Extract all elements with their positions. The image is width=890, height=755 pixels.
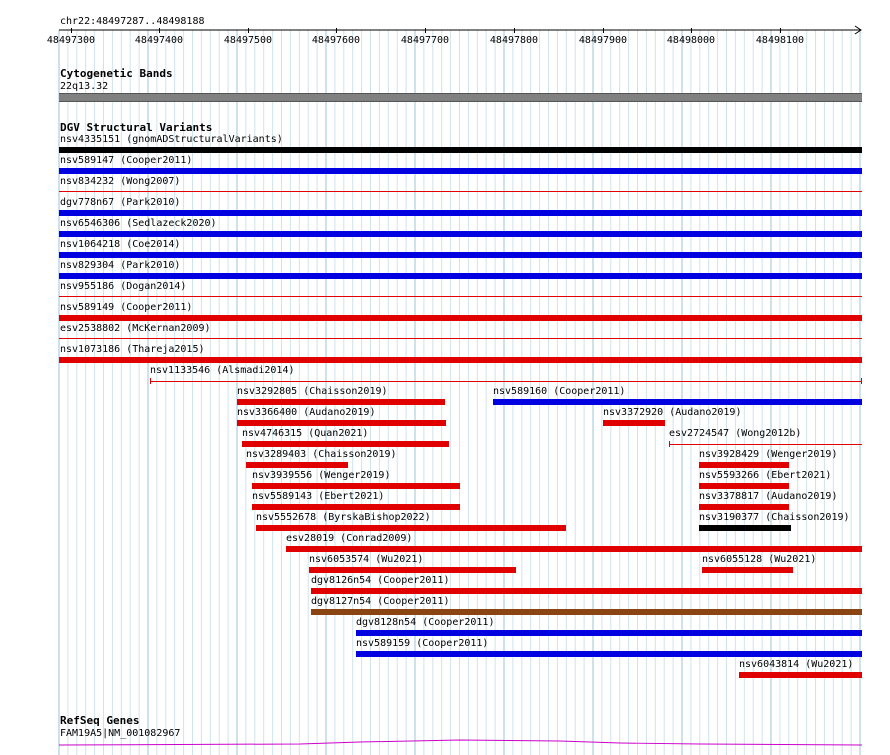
dgv-feature-bar[interactable] bbox=[59, 210, 862, 216]
dgv-feature-bar[interactable] bbox=[739, 672, 862, 678]
dgv-feature-bar[interactable] bbox=[59, 147, 862, 153]
dgv-feature-bar[interactable] bbox=[311, 588, 862, 594]
dgv-feature-bar[interactable] bbox=[699, 483, 789, 489]
ruler-tick-label: 48497400 bbox=[134, 35, 184, 46]
dgv-feature-bar[interactable] bbox=[702, 567, 793, 573]
refseq-gene-label[interactable]: FAM19A5|NM_001082967 bbox=[60, 728, 181, 739]
ruler-tick-label: 48497600 bbox=[311, 35, 361, 46]
dgv-feature-label[interactable]: dgv8127n54 (Cooper2011) bbox=[311, 596, 450, 607]
dgv-feature-bar[interactable] bbox=[242, 441, 449, 447]
dgv-feature-label[interactable]: nsv829304 (Park2010) bbox=[60, 260, 181, 271]
refseq-track-title: RefSeq Genes bbox=[60, 714, 140, 727]
dgv-feature-label[interactable]: nsv6055128 (Wu2021) bbox=[702, 554, 817, 565]
cytoband-bar[interactable] bbox=[59, 93, 862, 102]
dgv-feature-label[interactable]: nsv955186 (Dogan2014) bbox=[60, 281, 187, 292]
dgv-feature-bar[interactable] bbox=[237, 420, 446, 426]
ruler-tick-mark bbox=[71, 28, 72, 33]
dgv-feature-label[interactable]: esv2724547 (Wong2012b) bbox=[669, 428, 802, 439]
ruler-tick-mark bbox=[336, 28, 337, 33]
dgv-feature-bar[interactable] bbox=[356, 630, 862, 636]
dgv-feature-label[interactable]: nsv5589143 (Ebert2021) bbox=[252, 491, 385, 502]
dgv-feature-label[interactable]: nsv4746315 (Quan2021) bbox=[242, 428, 369, 439]
ruler-tick-mark bbox=[159, 28, 160, 33]
dgv-feature-bar[interactable] bbox=[59, 252, 862, 258]
dgv-track-title: DGV Structural Variants bbox=[60, 121, 213, 134]
ruler-tick-label: 48497700 bbox=[400, 35, 450, 46]
dgv-feature-label[interactable]: nsv3366400 (Audano2019) bbox=[237, 407, 376, 418]
dgv-feature-bar[interactable] bbox=[59, 231, 862, 237]
dgv-feature-label[interactable]: nsv589160 (Cooper2011) bbox=[493, 386, 626, 397]
dgv-feature-label[interactable]: nsv4335151 (gnomADStructuralVariants) bbox=[60, 134, 283, 145]
dgv-feature-bar[interactable] bbox=[59, 273, 862, 279]
ruler-tick-label: 48498100 bbox=[755, 35, 805, 46]
dgv-feature-bar[interactable] bbox=[59, 168, 862, 174]
ruler-tick-label: 48497800 bbox=[489, 35, 539, 46]
dgv-feature-label[interactable]: dgv8128n54 (Cooper2011) bbox=[356, 617, 495, 628]
dgv-feature-bar[interactable] bbox=[59, 296, 862, 297]
refseq-gene-line[interactable] bbox=[0, 735, 890, 747]
ruler-tick-mark bbox=[603, 28, 604, 33]
dgv-feature-bar[interactable] bbox=[286, 546, 862, 552]
dgv-feature-bar[interactable] bbox=[59, 338, 862, 339]
ruler-tick-label: 48498000 bbox=[666, 35, 716, 46]
dgv-feature-label[interactable]: nsv5593266 (Ebert2021) bbox=[699, 470, 832, 481]
dgv-feature-label[interactable]: nsv6546306 (Sedlazeck2020) bbox=[60, 218, 217, 229]
dgv-feature-bar[interactable] bbox=[256, 525, 566, 531]
dgv-feature-label[interactable]: nsv3939556 (Wenger2019) bbox=[252, 470, 391, 481]
dgv-feature-label[interactable]: nsv1073186 (Thareja2015) bbox=[60, 344, 205, 355]
ruler-tick-label: 48497500 bbox=[223, 35, 273, 46]
dgv-feature-label[interactable]: nsv3378817 (Audano2019) bbox=[699, 491, 838, 502]
cytoband-track-title: Cytogenetic Bands bbox=[60, 67, 173, 80]
dgv-feature-label[interactable]: nsv1064218 (Coe2014) bbox=[60, 239, 181, 250]
dgv-feature-label[interactable]: nsv3928429 (Wenger2019) bbox=[699, 449, 838, 460]
dgv-feature-bar[interactable] bbox=[252, 483, 460, 489]
ruler-position-label: chr22:48497287..48498188 bbox=[60, 16, 205, 27]
dgv-feature-bar[interactable] bbox=[59, 191, 862, 192]
dgv-feature-label[interactable]: nsv589149 (Cooper2011) bbox=[60, 302, 193, 313]
dgv-feature-label[interactable]: nsv3289403 (Chaisson2019) bbox=[246, 449, 397, 460]
dgv-feature-label[interactable]: nsv834232 (Wong2007) bbox=[60, 176, 181, 187]
dgv-feature-label[interactable]: nsv1133546 (Alsmadi2014) bbox=[150, 365, 295, 376]
dgv-feature-label[interactable]: nsv3190377 (Chaisson2019) bbox=[699, 512, 850, 523]
dgv-feature-bar[interactable] bbox=[309, 567, 516, 573]
ruler-tick-mark bbox=[780, 28, 781, 33]
dgv-feature-bar[interactable] bbox=[237, 399, 445, 405]
ruler-tick-mark bbox=[691, 28, 692, 33]
ruler-tick-label: 48497300 bbox=[46, 35, 96, 46]
dgv-feature-bar[interactable] bbox=[59, 315, 862, 321]
dgv-feature-label[interactable]: nsv589147 (Cooper2011) bbox=[60, 155, 193, 166]
dgv-feature-bar[interactable] bbox=[493, 399, 862, 405]
dgv-feature-bar[interactable] bbox=[311, 609, 862, 615]
dgv-feature-label[interactable]: nsv5552678 (ByrskaBishop2022) bbox=[256, 512, 431, 523]
dgv-feature-label[interactable]: nsv6053574 (Wu2021) bbox=[309, 554, 424, 565]
dgv-feature-label[interactable]: nsv589159 (Cooper2011) bbox=[356, 638, 489, 649]
dgv-feature-label[interactable]: esv2538802 (McKernan2009) bbox=[60, 323, 211, 334]
dgv-feature-label[interactable]: nsv3292805 (Chaisson2019) bbox=[237, 386, 388, 397]
dgv-feature-label[interactable]: dgv778n67 (Park2010) bbox=[60, 197, 181, 208]
dgv-feature-bar[interactable] bbox=[699, 525, 791, 531]
dgv-feature-bar[interactable] bbox=[669, 441, 862, 447]
dgv-feature-bar[interactable] bbox=[603, 420, 665, 426]
dgv-feature-bar[interactable] bbox=[699, 504, 789, 510]
ruler-tick-mark bbox=[514, 28, 515, 33]
dgv-feature-bar[interactable] bbox=[356, 651, 862, 657]
ruler-tick-mark bbox=[425, 28, 426, 33]
dgv-feature-bar[interactable] bbox=[150, 378, 862, 384]
dgv-feature-label[interactable]: dgv8126n54 (Cooper2011) bbox=[311, 575, 450, 586]
ruler-tick-label: 48497900 bbox=[578, 35, 628, 46]
dgv-feature-bar[interactable] bbox=[246, 462, 348, 468]
dgv-feature-label[interactable]: nsv6043814 (Wu2021) bbox=[739, 659, 854, 670]
cytoband-label: 22q13.32 bbox=[60, 81, 109, 92]
dgv-feature-label[interactable]: nsv3372920 (Audano2019) bbox=[603, 407, 742, 418]
dgv-feature-bar[interactable] bbox=[699, 462, 789, 468]
ruler-tick-mark bbox=[248, 28, 249, 33]
dgv-feature-label[interactable]: esv28019 (Conrad2009) bbox=[286, 533, 413, 544]
dgv-feature-bar[interactable] bbox=[59, 357, 862, 363]
dgv-feature-bar[interactable] bbox=[252, 504, 460, 510]
